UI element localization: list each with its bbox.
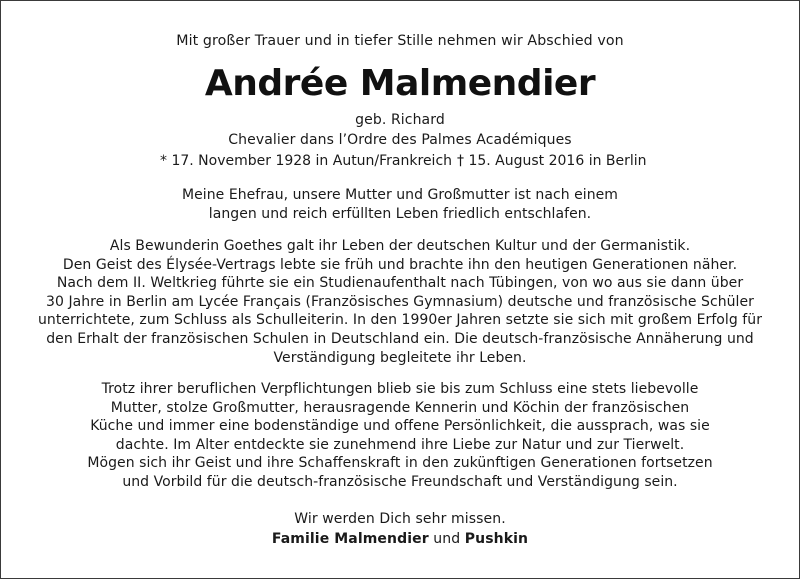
paragraph-announcement [0, 186, 800, 223]
signature-family-1: Familie Malmendier [271, 531, 429, 547]
paragraph-line: Trotz ihrer beruflichen Verpflichtungen blieb sie bis zum Schluss eine stets liebevolle [101, 381, 699, 397]
birth-date: * 17. November 1928 in Autun/Frankreich [160, 153, 453, 169]
paragraph-line: Den Geist des Élysée-Vertrags lebte sie früh und brachte ihn den heutigen Generationen näher. [62, 256, 738, 273]
intro-line: Mit großer Trauer und in tiefer Stille nehmen wir Abschied von [176, 33, 624, 49]
paragraph-biography [0, 237, 800, 367]
paragraph-line: den Erhalt der französischen Schulen in Deutschland ein. Die deutsch-französische Annäherung und [46, 330, 754, 347]
deceased-name: Andrée Malmendier [204, 63, 596, 104]
signature-family-2: Pushkin [464, 531, 529, 547]
closing-line: Wir werden Dich sehr missen. [294, 511, 506, 527]
honor-title: Chevalier dans l’Ordre des Palmes Académiques [228, 132, 572, 148]
paragraph-line: unterrichtete, zum Schluss als Schulleiterin. In den 1990er Jahren setzte sie sich mit großem Erfolg für [38, 312, 762, 329]
paragraph-line: Mutter, stolze Großmutter, herausragende Kennerin und Köchin der französischen [110, 399, 690, 416]
paragraph-line: dachte. Im Alter entdeckte sie zunehmend ihre Liebe zur Natur und zur Tierwelt. [115, 436, 685, 453]
paragraph-line: Als Bewunderin Goethes galt ihr Leben der deutschen Kultur und der Germanistik. [109, 238, 691, 254]
death-date: † 15. August 2016 in Berlin [457, 153, 647, 169]
signature-conjunction: und [428, 531, 465, 547]
paragraph-line: und Vorbild für die deutsch-französische Freundschaft und Verständigung sein. [122, 473, 678, 490]
paragraph-tribute [0, 380, 800, 492]
maiden-name: geb. Richard [355, 112, 445, 128]
paragraph-line: Küche und immer eine bodenständige und offene Persönlichkeit, die aussprach, was sie [90, 418, 710, 435]
paragraph-line: Mögen sich ihr Geist und ihre Schaffenskraft in den zukünftigen Generationen fortsetzen [87, 455, 713, 472]
paragraph-line: langen und reich erfüllten Leben friedlich entschlafen. [208, 205, 592, 222]
paragraph-line: Verständigung begleitete ihr Leben. [273, 349, 527, 366]
paragraph-line: Nach dem II. Weltkrieg führte sie ein Studienaufenthalt nach Tübingen, von wo aus sie dann über [56, 275, 744, 292]
paragraph-line: Meine Ehefrau, unsere Mutter und Großmutter ist nach einem [182, 187, 618, 203]
paragraph-line: 30 Jahre in Berlin am Lycée Français (Französisches Gymnasium) deutsche und französische Schüler [46, 293, 754, 310]
signature [0, 530, 800, 548]
